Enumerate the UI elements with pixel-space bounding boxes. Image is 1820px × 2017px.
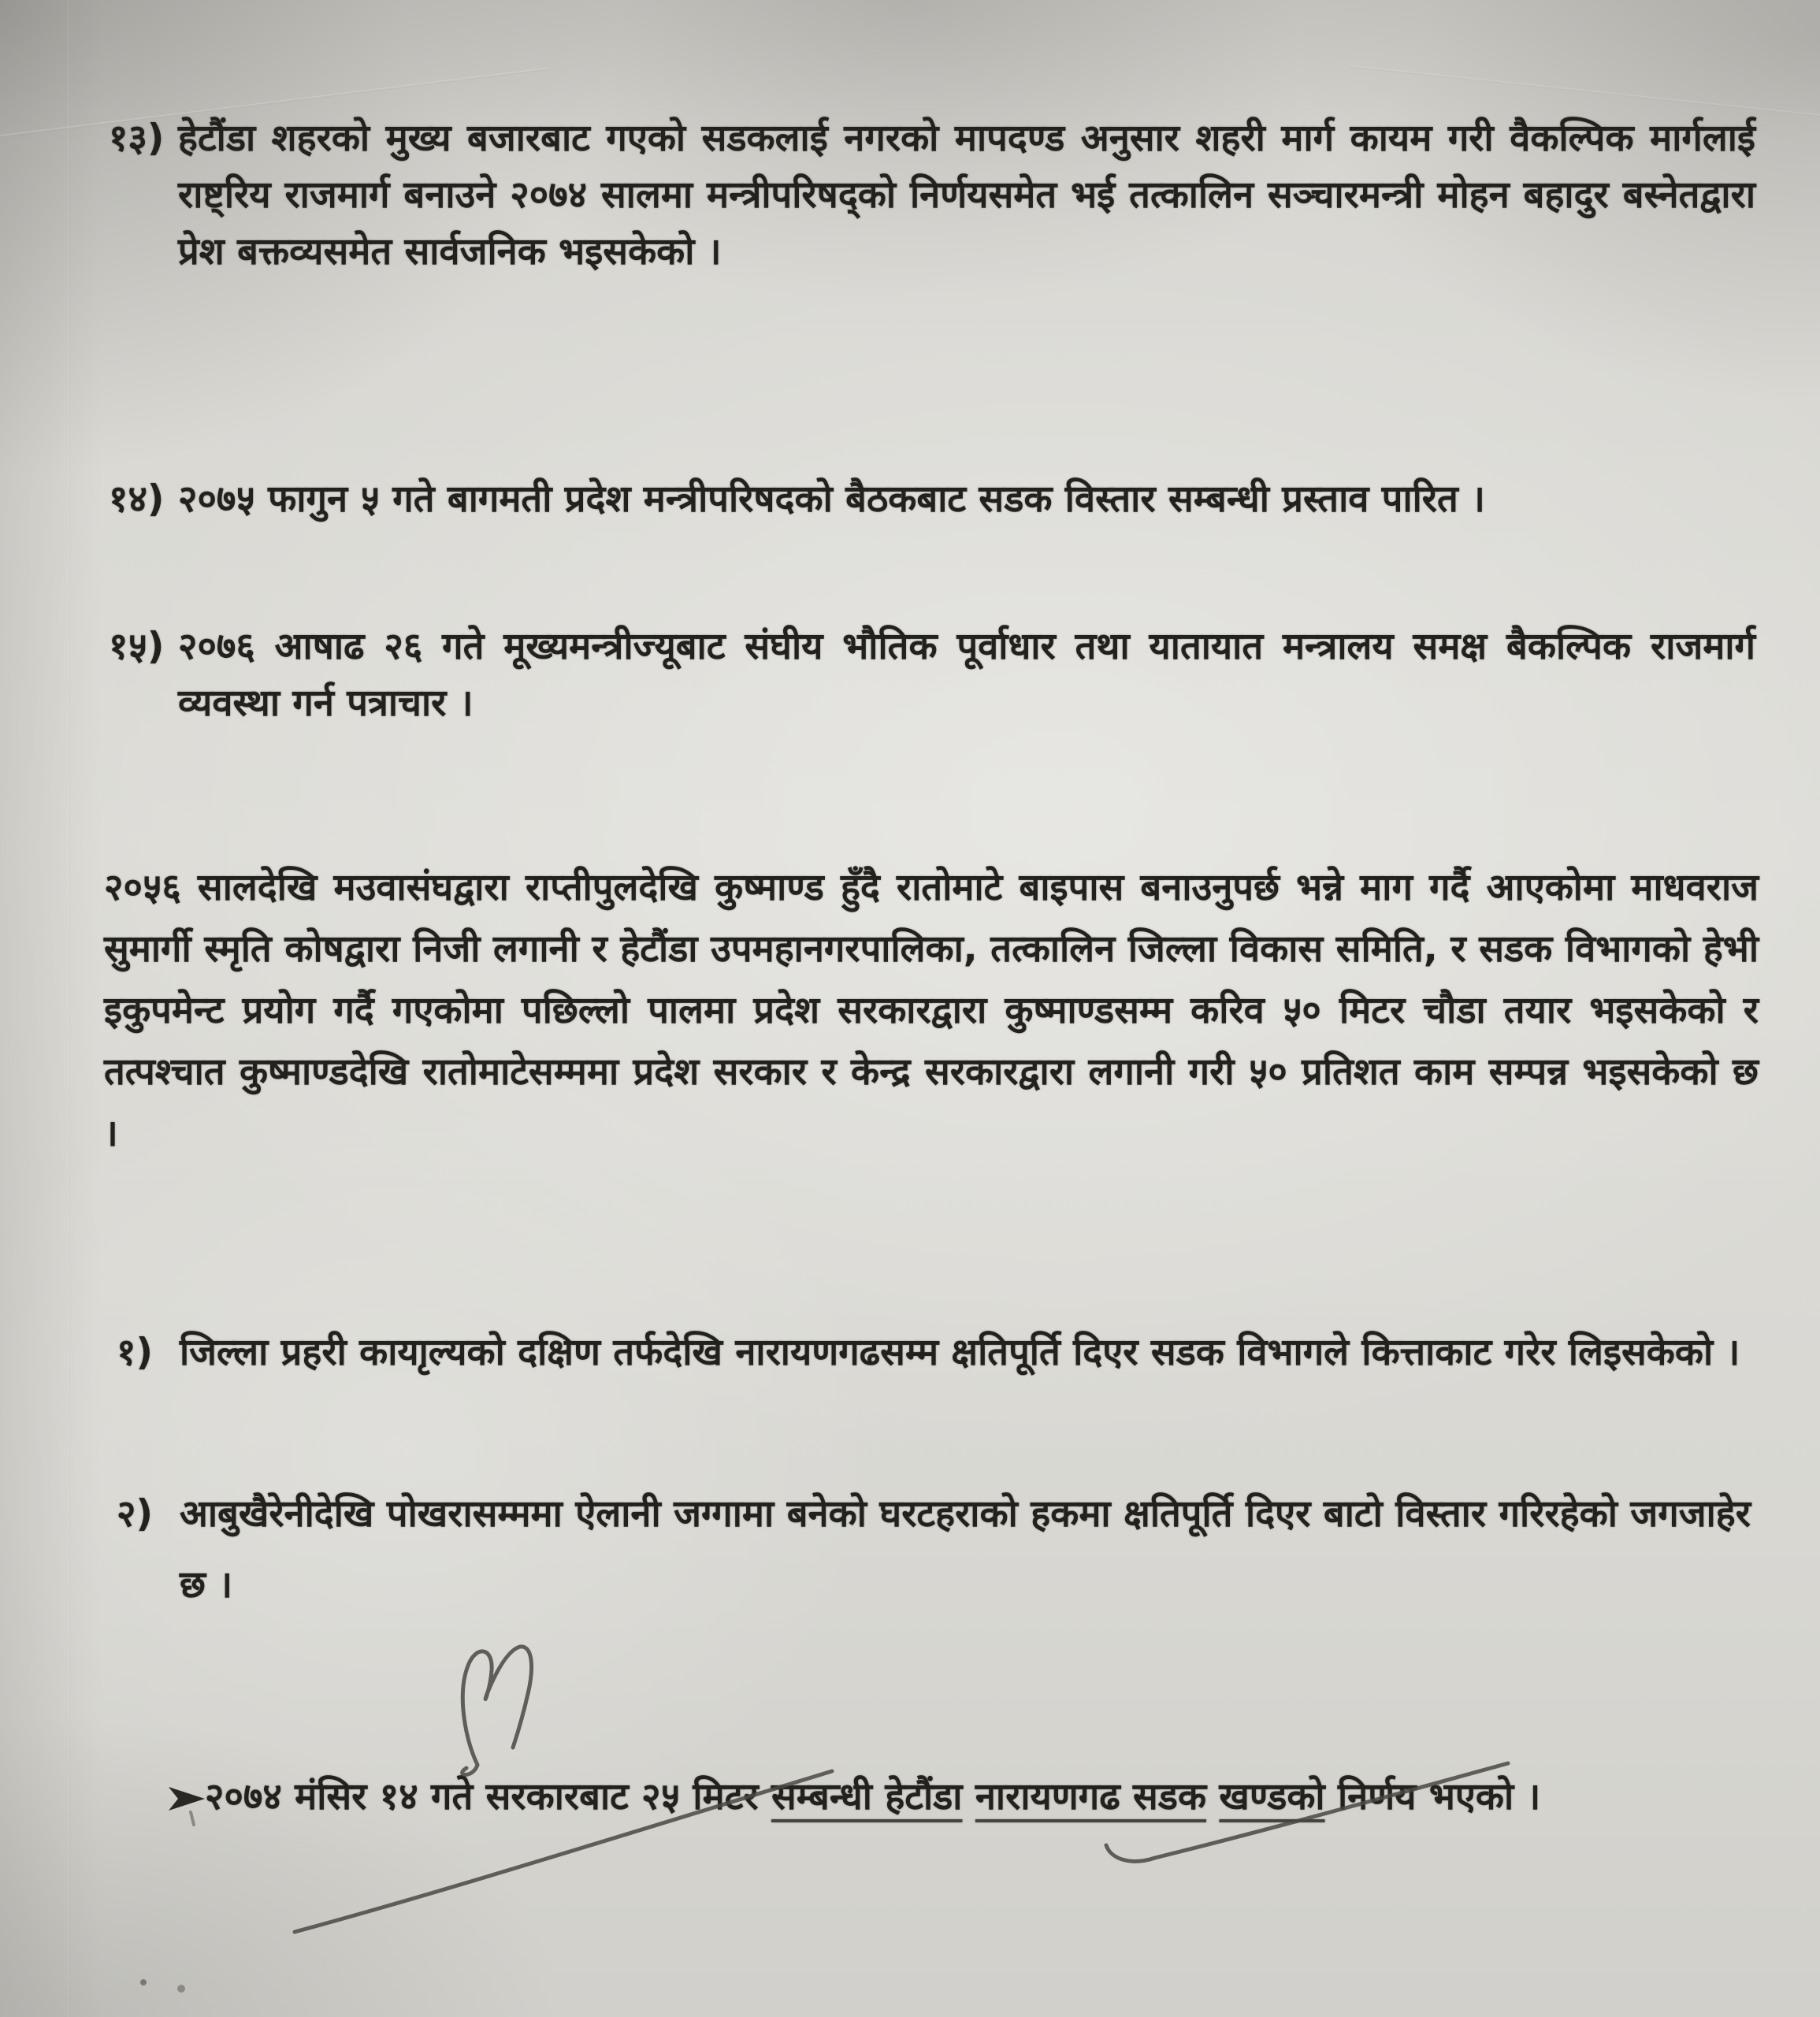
list-item-14 xyxy=(109,471,1755,528)
arrow-note-text xyxy=(205,1743,1752,1852)
item-text: २०७६ आषाढ २६ गते मूख्यमन्त्रीज्यूबाट संघीय भौतिक पूर्वाधार तथा यातायात मन्त्रालय समक्ष बैकल्पिक राजमार्ग व्यवस्था गर्न पत्राचार । xyxy=(178,625,1755,725)
list-item-15 xyxy=(109,618,1755,732)
sub-item-1 xyxy=(117,1317,1751,1388)
item-text: आबुखैरेनीदेखि पोखरासम्ममा ऐलानी जग्गामा बनेको घरटहराको हकमा क्षतिपूर्ति दिएर बाटो विस्तार गरिरहेको जगजाहेर छ । xyxy=(180,1492,1751,1607)
note-segment: नारायणगढ सडक xyxy=(975,1775,1207,1818)
note-segment: सम्बन्धी हेटौंडा xyxy=(771,1775,963,1818)
arrow-note xyxy=(169,1743,1752,1852)
item-number: २) xyxy=(117,1492,153,1536)
item-number: १) xyxy=(117,1331,153,1374)
list-item-13 xyxy=(109,110,1755,280)
note-segment: २०७४ मंसिर १४ गते xyxy=(205,1775,486,1818)
ink-dot xyxy=(140,1979,147,1985)
note-segment: खण्डको xyxy=(1219,1775,1325,1818)
body-paragraph: २०५६ सालदेखि मउवासंघद्वारा राप्तीपुलदेखि कुष्माण्ड हुँदै रातोमाटे बाइपास बनाउनुपर्छ भन्ने माग गर्दै आएकोमा माधवराज सुमार्गी स्मृति कोषद्वारा निजी लगानी र हेटौंडा उपमहानगरपालिका, तत्कालिन जिल्ला विकास समिति, र सडक विभागको हेभी इकुपमेन्ट प्रयोग गर्दै गएकोमा पछिल्लो पालमा प्रदेश सरकारद्वारा कुष्माण्डसम्म करिव ५० मिटर चौडा तयार भइसकेको र तत्पश्चात कुष्माण्डदेखि रातोमाटेसम्ममा प्रदेश सरकार र केन्द्र सरकारद्वारा लगानी गरी ५० प्रतिशत काम सम्पन्न भइसकेको छ । xyxy=(104,866,1759,1155)
item-number: १४) xyxy=(109,477,165,521)
note-segment: २५ मिटर xyxy=(628,1775,771,1818)
sub-item-2 xyxy=(117,1479,1751,1621)
item-number: १३) xyxy=(109,117,165,160)
arrow-bullet-icon xyxy=(169,1785,205,1812)
note-segment: सरकारबाट xyxy=(485,1775,629,1818)
note-segment xyxy=(962,1775,975,1818)
note-segment xyxy=(1206,1775,1219,1818)
item-text: जिल्ला प्रहरी कायाृल्यको दक्षिण तर्फदेखि नारायणगढसम्म क्षतिपूर्ति दिएर सडक विभागले कित्ताकाट गरेर लिइसकेको । xyxy=(180,1331,1740,1374)
item-text: हेटौंडा शहरको मुख्य बजारबाट गएको सडकलाई नगरको मापदण्ड अनुसार शहरी मार्ग कायम गरी वैकल्पिक मार्गलाई राष्ट्रिय राजमार्ग बनाउने २०७४ सालमा मन्त्रीपरिषद्को निर्णयसमेत भई तत्कालिन सञ्चारमन्त्री मोहन बहादुर बस्नेतद्वारा प्रेश बक्तव्यसमेत सार्वजनिक भइसकेको । xyxy=(178,117,1755,273)
ink-dot xyxy=(177,1985,185,1993)
paper-crease-left-edge xyxy=(68,0,70,2017)
item-text: २०७५ फागुन ५ गते बागमती प्रदेश मन्त्रीपरिषदको बैठकबाट सडक विस्तार सम्बन्धी प्रस्ताव पारित । xyxy=(178,477,1485,521)
note-segment: निर्णय भएको । xyxy=(1324,1775,1541,1818)
item-number: १५) xyxy=(109,625,165,668)
